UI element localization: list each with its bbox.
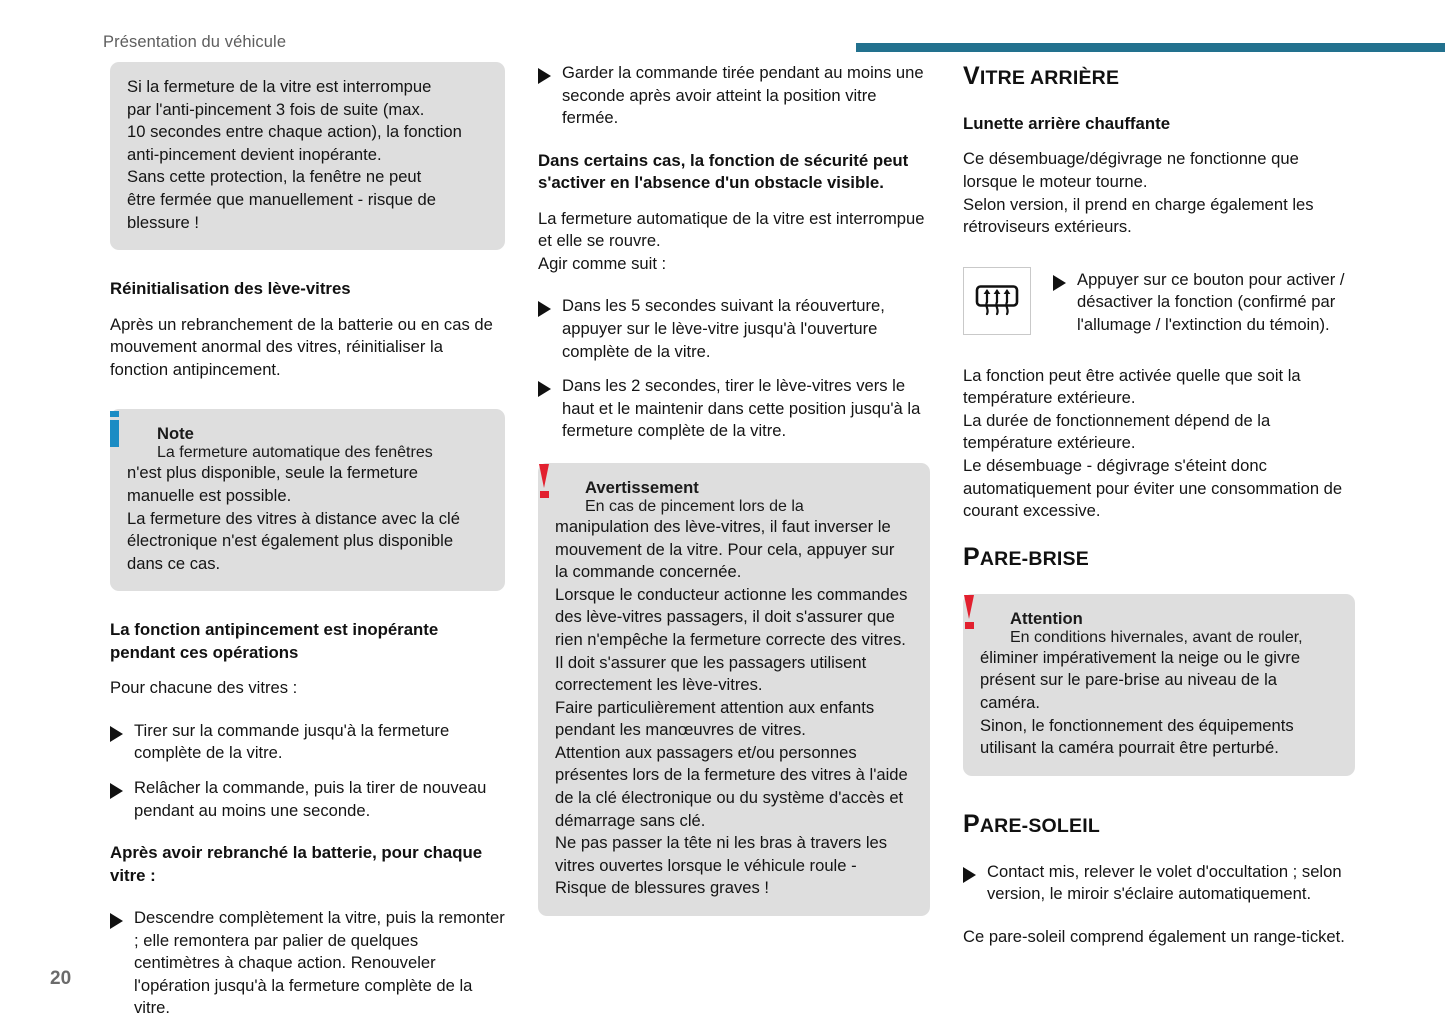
attention-box-paragraph: Sinon, le fonctionnement des équipements utilisant la caméra pourrait être perturbé. [980,715,1294,758]
list-item [110,907,505,1020]
page-header-title: Présentation du véhicule [103,33,287,51]
triangle-bullet-icon [110,913,123,929]
list-item [110,777,505,822]
attention-box-paragraph: éliminer impérativement la neige ou le givre présent sur le pare-brise au niveau de la caméra. [980,647,1301,712]
warning-box-paragraph: Attention aux passagers et/ou personnes présentes lors de la fermeture des vitres à l'aide de la clé électronique ou du système d'accès et démarrage sans clé. [555,742,908,830]
heading-antipinch-inoperative: La fonction antipincement est inopérante pendant ces opérations [110,620,439,662]
warning-icon [539,464,550,498]
triangle-bullet-icon [963,867,976,883]
callout-interrupt-line: Si la fermeture de la vitre est interrompue [127,77,432,96]
section-title-rest: ARE-SOLEIL [979,814,1100,837]
heading-heated-rear-window: Lunette arrière chauffante [963,114,1171,133]
column-3 [963,62,1355,948]
paragraph-any-temperature: La fonction peut être activée quelle que soit la température extérieure. [963,365,1301,408]
triangle-bullet-icon [538,301,551,317]
section-title-rest: ITRE ARRIÈRE [979,67,1120,89]
warning-icon [964,595,975,629]
list-item-label: Tirer sur la commande jusqu'à la fermeture complète de la vitre. [134,720,450,763]
warning-box-paragraph: Lorsque le conducteur actionne les commandes des lève-vitres passagers, il doit s'assurer que rien n'empêche la fermeture correcte des vitres. [555,584,908,649]
header-accent-rule [856,43,1445,52]
callout-interrupt-line: 10 secondes entre chaque action), la fonction [127,122,462,142]
list-item-label: Relâcher la commande, puis la tirer de nouveau pendant au moins une seconde. [134,777,487,820]
triangle-bullet-icon [110,783,123,799]
section-title-sun-visor [963,810,1355,841]
section-title-initial: V [963,62,980,90]
warning-box-first-line: En cas de pincement lors de la [585,497,804,515]
heading-safety-cases: Dans certains cas, la fonction de sécurité peut s'activer en l'absence d'un obstacle visible. [538,150,909,193]
note-box [110,409,505,591]
attention-box [963,594,1355,776]
triangle-bullet-icon [1053,275,1066,291]
callout-interrupt-line: blessure ! [127,212,199,232]
column-1 [110,62,505,1020]
paragraph-heated-mirrors: Selon version, il prend en charge également les rétroviseurs extérieurs. [963,194,1314,237]
warning-box [538,463,930,916]
page-header [0,0,1445,62]
callout-interrupt-line: Sans cette protection, la fenêtre ne peut [127,167,422,187]
list-item [538,375,930,443]
list-item-label: Dans les 5 secondes suivant la réouverture, appuyer sur le lève-vitre jusqu'à l'ouverture complète de la vitre. [562,296,885,361]
note-box-title: Note [157,424,194,444]
info-icon [110,411,119,447]
triangle-bullet-icon [538,68,551,84]
paragraph-sun-visor-ticket: Ce pare-soleil comprend également un range-ticket. [963,926,1345,946]
column-2 [538,62,930,916]
attention-box-title: Attention [1010,608,1083,628]
heading-after-battery: Après avoir rebranché la batterie, pour chaque vitre : [110,843,483,885]
warning-box-paragraph: Ne pas passer la tête ni les bras à travers les vitres ouvertes lorsque le véhicule roule - Risque de blessures graves ! [555,833,888,898]
callout-interrupt-line: par l'anti-pincement 3 fois de suite (max. [127,99,425,119]
page-number: 20 [50,968,72,989]
attention-box-first-line: En conditions hivernales, avant de rouler, [1010,628,1303,646]
paragraph-auto-close: La fermeture automatique de la vitre est interrompue et elle se rouvre. [538,208,925,251]
callout-interrupt-line: être fermée que manuellement - risque de [127,189,436,209]
paragraph-duration-temperature: La durée de fonctionnement dépend de la température extérieure. [963,410,1271,453]
section-title-rest: ARE-BRISE [979,547,1089,570]
list-item [110,720,505,765]
list-item-label: Descendre complètement la vitre, puis la remonter ; elle remontera par palier de quelques centimètres à chaque action. Renouveler l'opération jusqu'à la fermeture complète de la vitre. [134,907,505,1018]
warning-box-title: Avertissement [585,477,699,497]
paragraph-reset-windows: Après un rebranchement de la batterie ou en cas de mouvement anormal des vitres, réinitialiser la fonction antipincement. [110,314,493,379]
section-title-initial: P [963,542,980,571]
note-box-paragraph: La fermeture des vitres à distance avec la clé électronique n'est également plus disponible dans ce cas. [127,508,460,573]
paragraph-heated-engine: Ce désembuage/dégivrage ne fonctionne que lorsque le moteur tourne. [963,149,1299,191]
note-box-first-line: La fermeture automatique des fenêtres [157,444,433,462]
paragraph-steps-intro: Agir comme suit : [538,253,667,273]
list-item [538,62,930,130]
warning-box-paragraph: Faire particulièrement attention aux enfants pendant les manœuvres de vitres. [555,697,875,740]
triangle-bullet-icon [538,381,551,397]
warning-box-paragraph: manipulation des lève-vitres, il faut inverser le mouvement de la vitre. Pour cela, appuyer sur la commande concernée. [555,516,895,582]
list-item [538,295,930,363]
heading-reset-windows: Réinitialisation des lève-vitres [110,279,351,299]
section-title-rear-window [963,62,1355,93]
defrost-button-figure [963,267,1355,337]
section-title-initial: P [963,809,980,838]
list-item-label: Dans les 2 secondes, tirer le lève-vitres vers le haut et le maintenir dans cette position jusqu'à la fermeture complète de la vitre. [562,376,921,441]
paragraph-each-window: Pour chacune des vitres : [110,678,298,698]
note-box-paragraph: n'est plus disponible, seule la fermeture manuelle est possible. [127,463,418,505]
rear-defrost-icon [963,267,1031,335]
defrost-button-label: Appuyer sur ce bouton pour activer / désactiver la fonction (confirmé par l'allumage / l'extinction du témoin). [1077,269,1345,334]
triangle-bullet-icon [110,726,123,742]
list-item-label: Contact mis, relever le volet d'occultation ; selon version, le miroir s'éclaire automatiquement. [987,861,1342,904]
callout-interrupt-line: anti-pincement devient inopérante. [127,144,382,164]
warning-box-paragraph: Il doit s'assurer que les passagers utilisent correctement les lève-vitres. [555,652,867,695]
callout-interrupt [110,62,505,250]
section-title-windscreen [963,543,1355,574]
list-item [963,861,1355,906]
paragraph-auto-shutoff: Le désembuage - dégivrage s'éteint donc automatiquement pour éviter une consommation de courant excessive. [963,455,1343,521]
list-item-label: Garder la commande tirée pendant au moins une seconde après avoir atteint la position vitre fermée. [562,63,924,128]
